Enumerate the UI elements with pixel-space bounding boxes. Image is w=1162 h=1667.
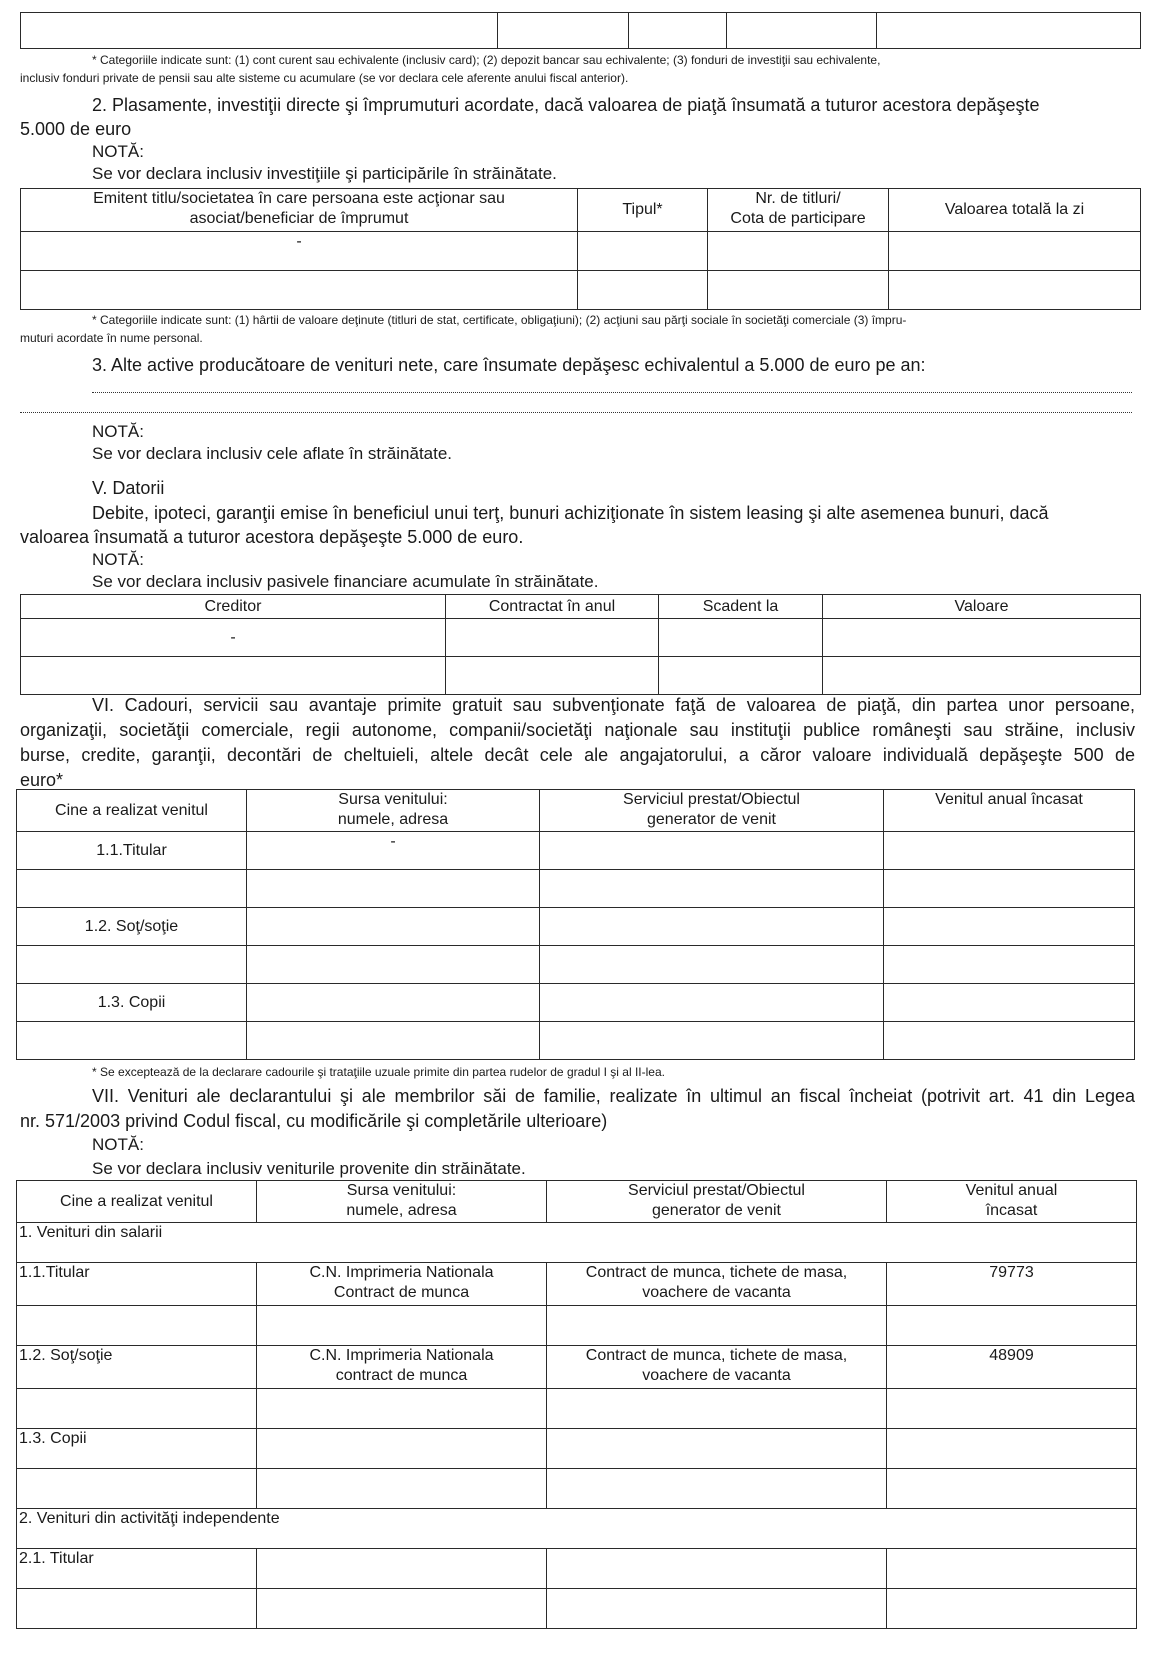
table-cell xyxy=(884,832,1135,870)
table-cell xyxy=(17,1389,257,1429)
table-cell: - xyxy=(247,832,540,870)
col-contractat: Contractat în anul xyxy=(446,595,659,619)
section-7-nota-text: Se vor declara inclusiv veniturile provenite din străinătate. xyxy=(92,1159,526,1178)
category-salarii: 1. Venituri din salarii xyxy=(17,1223,1137,1263)
row-label-copii: 1.3. Copii xyxy=(17,1429,257,1469)
table-cell xyxy=(547,1389,887,1429)
table-row xyxy=(17,1589,1137,1629)
debts-table xyxy=(20,594,1141,695)
col-creditor: Creditor xyxy=(21,595,446,619)
section-5-nota-text: Se vor declara inclusiv pasivele financiare acumulate în străinătate. xyxy=(92,572,599,591)
table-cell xyxy=(727,13,877,49)
table-cell xyxy=(540,870,884,908)
table-cell xyxy=(823,619,1141,657)
row-label-sot: 1.2. Soţ/soţie xyxy=(17,908,247,946)
table-cell xyxy=(446,619,659,657)
table-row xyxy=(17,832,1135,870)
table-cell xyxy=(21,13,498,49)
table-cell xyxy=(884,870,1135,908)
table-row xyxy=(21,271,1141,310)
table-cell xyxy=(247,908,540,946)
gifts-table xyxy=(16,789,1135,1060)
table-cell xyxy=(540,832,884,870)
table-row xyxy=(17,870,1135,908)
table-cell-service: Contract de munca, tichete de masa, voachere de vacanta xyxy=(547,1346,887,1389)
footnote-categories: * Categoriile indicate sunt: (1) cont curent sau echivalente (inclusiv card); (2) depozit bancar sau echivalente; (3) fonduri de investiţii sau echivalente, xyxy=(92,53,881,67)
table-header-row xyxy=(17,790,1135,832)
table-cell xyxy=(540,946,884,984)
income-table xyxy=(16,1180,1137,1629)
section-2-nota: NOTĂ: xyxy=(92,142,144,161)
table-cell xyxy=(17,1589,257,1629)
row-label-titular: 1.1.Titular xyxy=(17,1263,257,1306)
table-cell xyxy=(547,1589,887,1629)
table-cell xyxy=(247,946,540,984)
col-venitul: Venitul anual încasat xyxy=(884,790,1135,832)
table-cell xyxy=(257,1549,547,1589)
table-cell xyxy=(629,13,727,49)
table-cell xyxy=(17,870,247,908)
footnote-categories-cont: inclusiv fonduri private de pensii sau alte sisteme cu acumulare (se vor declara cele aferente anului fiscal anterior). xyxy=(20,71,629,85)
col-venitul: Venitul anual încasat xyxy=(887,1181,1137,1223)
table-cell xyxy=(708,232,889,271)
col-sursa: Sursa venitului: numele, adresa xyxy=(257,1181,547,1223)
table-row xyxy=(17,1389,1137,1429)
section-5-nota: NOTĂ: xyxy=(92,550,144,569)
section-5-text-cont: valoarea însumată a tuturor acestora depăşeşte 5.000 de euro. xyxy=(20,527,524,547)
table-cell xyxy=(708,271,889,310)
section-5-title: V. Datorii xyxy=(92,478,165,498)
table-row xyxy=(17,1469,1137,1509)
table-cell xyxy=(877,13,1141,49)
table-cell xyxy=(446,657,659,695)
table-cell xyxy=(498,13,629,49)
table-cell xyxy=(17,1469,257,1509)
table-cell-source: C.N. Imprimeria Nationala contract de munca xyxy=(257,1346,547,1389)
table-header-row xyxy=(21,595,1141,619)
table-cell-amount: 79773 xyxy=(887,1263,1137,1306)
table-cell xyxy=(887,1429,1137,1469)
table-cell xyxy=(884,1022,1135,1060)
table-cell xyxy=(21,271,578,310)
table-cell xyxy=(884,984,1135,1022)
table-cell xyxy=(247,984,540,1022)
table-cell-source: C.N. Imprimeria Nationala Contract de munca xyxy=(257,1263,547,1306)
section-2-heading: 2. Plasamente, investiţii directe şi împrumuturi acordate, dacă valoarea de piaţă însumată a tuturor acestora depăşeşte xyxy=(92,95,1040,115)
table-cell xyxy=(257,1429,547,1469)
table-row xyxy=(17,1022,1135,1060)
col-valoarea: Valoarea totală la zi xyxy=(889,189,1141,232)
table-cell xyxy=(659,657,823,695)
col-valoare: Valoare xyxy=(823,595,1141,619)
table-cell xyxy=(257,1469,547,1509)
section-3-nota-text: Se vor declara inclusiv cele aflate în străinătate. xyxy=(92,444,453,463)
section-2-nota-text: Se vor declara inclusiv investiţiile şi participările în străinătate. xyxy=(92,164,557,183)
table-row xyxy=(21,619,1141,657)
table-row xyxy=(17,984,1135,1022)
table-row xyxy=(17,1549,1137,1589)
table-row xyxy=(17,1263,1137,1306)
table-cell xyxy=(257,1306,547,1346)
section-7-text: VII. Venituri ale declarantului şi ale membrilor săi de familie, realizate în ultimul an fiscal încheiat (potrivit art. 41 din Legea xyxy=(92,1086,1135,1106)
table-cell xyxy=(17,1306,257,1346)
section-6-text-cont: organizaţii, societăţii comerciale, regii autonome, companii/societăţi naţionale sau instituţii publice româneşti sau străine, inclusiv xyxy=(20,720,1135,740)
section-6-text-cont: burse, credite, garanţii, decontări de cheltuieli, altele decât cele ale angajatorului, a căror valoare individuală depăşeşte 500 de xyxy=(20,745,1135,765)
table-cell xyxy=(540,984,884,1022)
section-6-text-cont: euro* xyxy=(20,770,64,790)
table-cell xyxy=(887,1549,1137,1589)
col-tipul: Tipul* xyxy=(578,189,708,232)
table-cell xyxy=(547,1549,887,1589)
table-cell xyxy=(884,908,1135,946)
table-row xyxy=(17,1429,1137,1469)
table-cell xyxy=(21,657,446,695)
col-scadent: Scadent la xyxy=(659,595,823,619)
table-cell xyxy=(823,657,1141,695)
table-cell xyxy=(889,232,1141,271)
row-label-copii: 1.3. Copii xyxy=(17,984,247,1022)
table-cell xyxy=(17,1022,247,1060)
col-serviciul: Serviciul prestat/Obiectul generator de venit xyxy=(547,1181,887,1223)
section-7-text-cont: nr. 571/2003 privind Codul fiscal, cu modificările şi completările ulterioare) xyxy=(20,1111,608,1131)
top-table-row xyxy=(20,12,1141,49)
table-cell xyxy=(659,619,823,657)
row-label-sot: 1.2. Soţ/soţie xyxy=(17,1346,257,1389)
table-cell xyxy=(257,1589,547,1629)
section-3-nota: NOTĂ: xyxy=(92,422,144,441)
table-header-row xyxy=(17,1181,1137,1223)
table-row xyxy=(21,657,1141,695)
table-row xyxy=(17,908,1135,946)
table-cell xyxy=(887,1589,1137,1629)
table-cell xyxy=(884,946,1135,984)
table-cell xyxy=(547,1469,887,1509)
footnote-sec6: * Se exceptează de la declarare cadourile şi trataţiile uzuale primite din partea rudelor de gradul I şi al II-lea. xyxy=(92,1065,665,1079)
dotted-line xyxy=(92,392,1132,393)
section-2-heading-cont: 5.000 de euro xyxy=(20,119,132,139)
table-cell: - xyxy=(21,232,578,271)
table-cell xyxy=(257,1389,547,1429)
table-cell xyxy=(17,946,247,984)
table-header-row xyxy=(21,189,1141,232)
section-6-text: VI. Cadouri, servicii sau avantaje primite gratuit sau subvenţionate faţă de valoarea de piaţă, din partea unor persoane, xyxy=(92,695,1135,715)
col-nr-titluri: Nr. de titluri/ Cota de participare xyxy=(708,189,889,232)
row-label-titular: 1.1.Titular xyxy=(17,832,247,870)
table-cell xyxy=(887,1469,1137,1509)
table-cell xyxy=(247,870,540,908)
col-sursa: Sursa venitului: numele, adresa xyxy=(247,790,540,832)
table-cell: - xyxy=(21,619,446,657)
col-cine: Cine a realizat venitul xyxy=(17,1181,257,1223)
section-3-heading: 3. Alte active producătoare de venituri nete, care însumate depăşesc echivalentul a 5.000 de euro pe an: xyxy=(92,355,926,375)
footnote-sec2-cont: muturi acordate în nume personal. xyxy=(20,331,203,345)
table-row xyxy=(17,1306,1137,1346)
table-row xyxy=(21,232,1141,271)
col-cine: Cine a realizat venitul xyxy=(17,790,247,832)
col-emitent: Emitent titlu/societatea în care persoana este acţionar sau asociat/beneficiar de împrumut xyxy=(21,189,578,232)
row-label-titular: 2.1. Titular xyxy=(17,1549,257,1589)
category-row xyxy=(17,1223,1137,1263)
table-cell xyxy=(887,1389,1137,1429)
col-serviciul: Serviciul prestat/Obiectul generator de venit xyxy=(540,790,884,832)
table-cell xyxy=(887,1306,1137,1346)
investments-table xyxy=(20,188,1141,310)
category-activitati-independente: 2. Venituri din activităţi independente xyxy=(17,1509,1137,1549)
table-cell xyxy=(547,1429,887,1469)
table-cell-service: Contract de munca, tichete de masa, voachere de vacanta xyxy=(547,1263,887,1306)
table-cell xyxy=(578,271,708,310)
table-cell-amount: 48909 xyxy=(887,1346,1137,1389)
table-cell xyxy=(578,232,708,271)
table-cell xyxy=(247,1022,540,1060)
dotted-line xyxy=(20,412,1132,413)
footnote-sec2: * Categoriile indicate sunt: (1) hârtii de valoare deţinute (titluri de stat, certificate, obligaţiuni); (2) acţiuni sau părţi sociale în societăţi comerciale (3) împru- xyxy=(92,313,907,327)
table-cell xyxy=(547,1306,887,1346)
table-row xyxy=(17,1346,1137,1389)
table-cell xyxy=(540,908,884,946)
table-row xyxy=(17,946,1135,984)
table-cell xyxy=(540,1022,884,1060)
section-5-text: Debite, ipoteci, garanţii emise în beneficiul unui terţ, bunuri achiziţionate în sistem leasing şi alte asemenea bunuri, dacă xyxy=(92,503,1049,523)
category-row xyxy=(17,1509,1137,1549)
table-cell xyxy=(889,271,1141,310)
section-7-nota: NOTĂ: xyxy=(92,1135,144,1154)
